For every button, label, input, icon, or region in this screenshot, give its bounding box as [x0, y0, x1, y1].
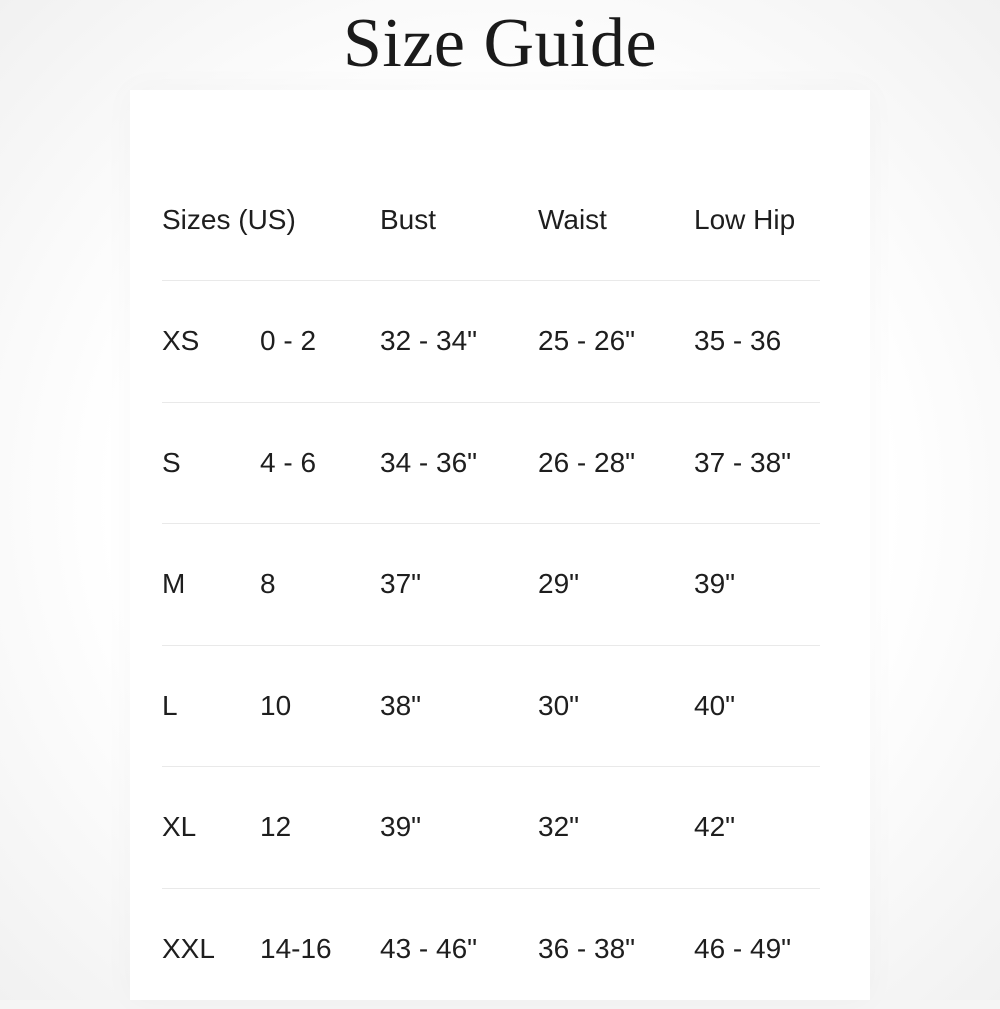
bust-value: 43 - 46" [380, 889, 477, 1009]
waist-value: 30" [538, 646, 579, 767]
table-header-row [162, 160, 820, 281]
size-label: XS [162, 281, 199, 402]
waist-value: 36 - 38" [538, 889, 635, 1009]
page-title: Size Guide [0, 4, 1000, 84]
us-size: 12 [260, 767, 291, 888]
low-hip-value: 35 - 36 [694, 281, 781, 402]
table-row [162, 281, 820, 403]
table-row [162, 646, 820, 768]
low-hip-value: 39" [694, 524, 735, 645]
waist-value: 29" [538, 524, 579, 645]
table-row [162, 403, 820, 525]
us-size: 10 [260, 646, 291, 767]
size-label: XXL [162, 889, 215, 1009]
bust-value: 32 - 34" [380, 281, 477, 402]
us-size: 14-16 [260, 889, 332, 1009]
bust-value: 37" [380, 524, 421, 645]
header-low-hip: Low Hip [694, 160, 795, 280]
us-size: 4 - 6 [260, 403, 316, 524]
bust-value: 38" [380, 646, 421, 767]
header-waist: Waist [538, 160, 607, 280]
us-size: 0 - 2 [260, 281, 316, 402]
table-row [162, 767, 820, 889]
size-label: XL [162, 767, 196, 888]
bust-value: 39" [380, 767, 421, 888]
table-row [162, 889, 820, 1009]
low-hip-value: 46 - 49" [694, 889, 791, 1009]
bust-value: 34 - 36" [380, 403, 477, 524]
size-label: L [162, 646, 178, 767]
size-table [162, 160, 820, 1009]
header-bust: Bust [380, 160, 436, 280]
size-label: S [162, 403, 181, 524]
waist-value: 25 - 26" [538, 281, 635, 402]
low-hip-value: 37 - 38" [694, 403, 791, 524]
size-label: M [162, 524, 185, 645]
low-hip-value: 42" [694, 767, 735, 888]
waist-value: 32" [538, 767, 579, 888]
low-hip-value: 40" [694, 646, 735, 767]
header-sizes: Sizes (US) [162, 160, 296, 280]
table-row [162, 524, 820, 646]
us-size: 8 [260, 524, 276, 645]
waist-value: 26 - 28" [538, 403, 635, 524]
